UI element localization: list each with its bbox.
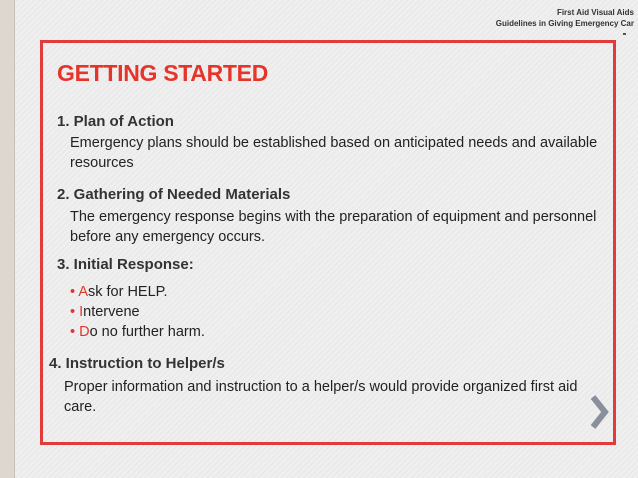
section-heading-initial-response: 3. Initial Response: — [57, 256, 194, 273]
list-item — [70, 302, 205, 322]
section-text-instruction-helper: Proper information and instruction to a helper/s would provide organized first aid care. — [64, 379, 578, 415]
section-text-plan-of-action: Emergency plans should be established based on anticipated needs and available resources — [70, 135, 598, 171]
header-subtitle: Guidelines in Giving Emergency Car — [495, 19, 634, 28]
list-item — [70, 322, 205, 342]
bullet-marker: • — [70, 304, 76, 320]
section-text-gathering-materials: The emergency response begins with the preparation of equipment and personnel before any emergency occurs. — [70, 209, 597, 245]
chevron-right-icon[interactable] — [588, 393, 610, 431]
section-heading-instruction-helper: 4. Instruction to Helper/s — [49, 355, 225, 372]
bullet-initial: A — [78, 284, 88, 300]
section-heading-plan-of-action: 1. Plan of Action — [57, 113, 174, 130]
section-heading-gathering-materials: 2. Gathering of Needed Materials — [57, 186, 291, 203]
header-subtitle-overflow — [623, 33, 626, 35]
initial-response-list — [70, 282, 205, 342]
bullet-text: sk for HELP. — [87, 284, 168, 300]
bullet-text: o no further harm. — [89, 324, 205, 340]
bullet-initial: D — [79, 324, 90, 340]
bullet-marker: • — [70, 324, 76, 340]
left-accent-bar — [0, 0, 14, 478]
header-title: First Aid Visual Aids — [556, 8, 634, 17]
bullet-initial: I — [79, 304, 84, 320]
slide-header — [414, 7, 634, 29]
bullet-text: ntervene — [83, 304, 140, 320]
list-item — [70, 282, 205, 302]
slide-title: GETTING STARTED — [57, 60, 269, 86]
left-accent-divider — [14, 0, 15, 478]
bullet-marker: • — [70, 284, 76, 300]
